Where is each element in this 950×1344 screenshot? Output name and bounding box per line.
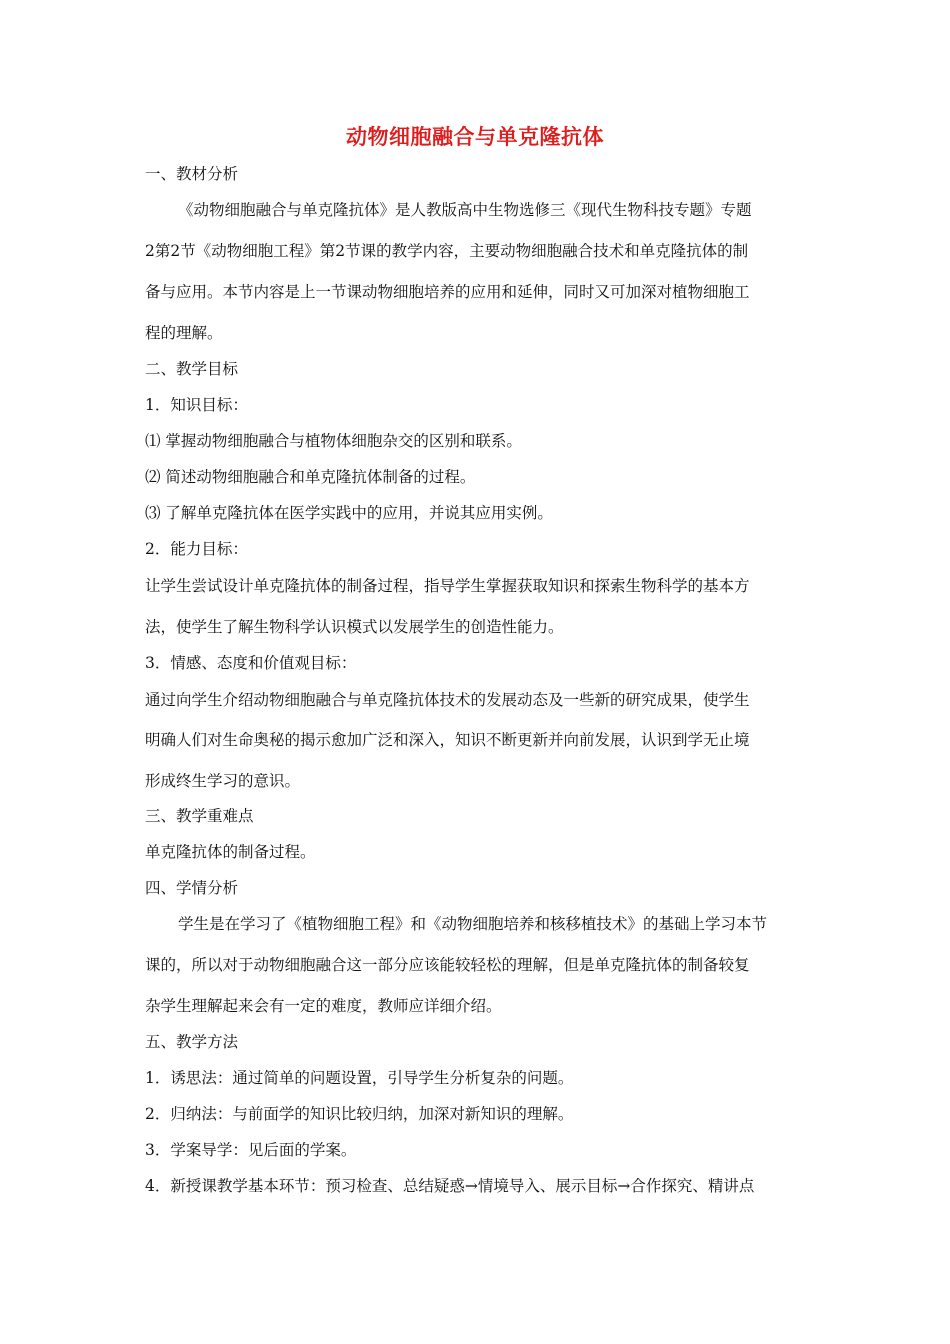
list-item: 3．学案导学：见后面的学案。 xyxy=(145,1141,357,1159)
subheading: 2．能力目标： xyxy=(145,540,248,558)
subheading: 1．知识目标： xyxy=(145,396,248,414)
paragraph-line: 《动物细胞融合与单克隆抗体》是人教版高中生物选修三《现代生物科技专题》专题 xyxy=(178,201,752,219)
list-item: 1．诱思法：通过简单的问题设置，引导学生分析复杂的问题。 xyxy=(145,1069,574,1087)
list-item: 4．新授课教学基本环节：预习检查、总结疑惑→情境导入、展示目标→合作探究、精讲点 xyxy=(145,1177,755,1195)
section-heading: 一、教材分析 xyxy=(145,165,239,183)
list-item: 2．归纳法：与前面学的知识比较归纳，加深对新知识的理解。 xyxy=(145,1105,574,1123)
paragraph-line: 2第2节《动物细胞工程》第2节课的教学内容，主要动物细胞融合技术和单克隆抗体的制 xyxy=(145,242,749,260)
section-heading: 四、学情分析 xyxy=(145,879,239,897)
paragraph-line: 备与应用。本节内容是上一节课动物细胞培养的应用和延伸，同时又可加深对植物细胞工 xyxy=(145,283,750,301)
paragraph-line: 明确人们对生命奥秘的揭示愈加广泛和深入，知识不断更新并向前发展，认识到学无止境 xyxy=(145,731,750,749)
section-heading: 三、教学重难点 xyxy=(145,807,254,825)
paragraph-line: 程的理解。 xyxy=(145,324,223,342)
paragraph-line: 让学生尝试设计单克隆抗体的制备过程，指导学生掌握获取知识和探索生物科学的基本方 xyxy=(145,577,750,595)
list-item: ⑶ 了解单克隆抗体在医学实践中的应用，并说其应用实例。 xyxy=(145,504,553,522)
document-title: 动物细胞融合与单克隆抗体 xyxy=(346,124,604,149)
paragraph-line: 学生是在学习了《植物细胞工程》和《动物细胞培养和核移植技术》的基础上学习本节 xyxy=(178,915,768,933)
paragraph-line: 单克隆抗体的制备过程。 xyxy=(145,843,316,861)
paragraph-line: 法，使学生了解生物科学认识模式以发展学生的创造性能力。 xyxy=(145,618,564,636)
paragraph-line: 杂学生理解起来会有一定的难度，教师应详细介绍。 xyxy=(145,997,502,1015)
paragraph-line: 形成终生学习的意识。 xyxy=(145,772,301,790)
section-heading: 二、教学目标 xyxy=(145,360,239,378)
paragraph-line: 课的，所以对于动物细胞融合这一部分应该能较轻松的理解，但是单克隆抗体的制备较复 xyxy=(145,956,750,974)
list-item: ⑴ 掌握动物细胞融合与植物体细胞杂交的区别和联系。 xyxy=(145,432,522,450)
subheading: 3．情感、态度和价值观目标： xyxy=(145,654,357,672)
paragraph-line: 通过向学生介绍动物细胞融合与单克隆抗体技术的发展动态及一些新的研究成果，使学生 xyxy=(145,691,750,709)
section-heading: 五、教学方法 xyxy=(145,1033,239,1051)
list-item: ⑵ 简述动物细胞融合和单克隆抗体制备的过程。 xyxy=(145,468,476,486)
